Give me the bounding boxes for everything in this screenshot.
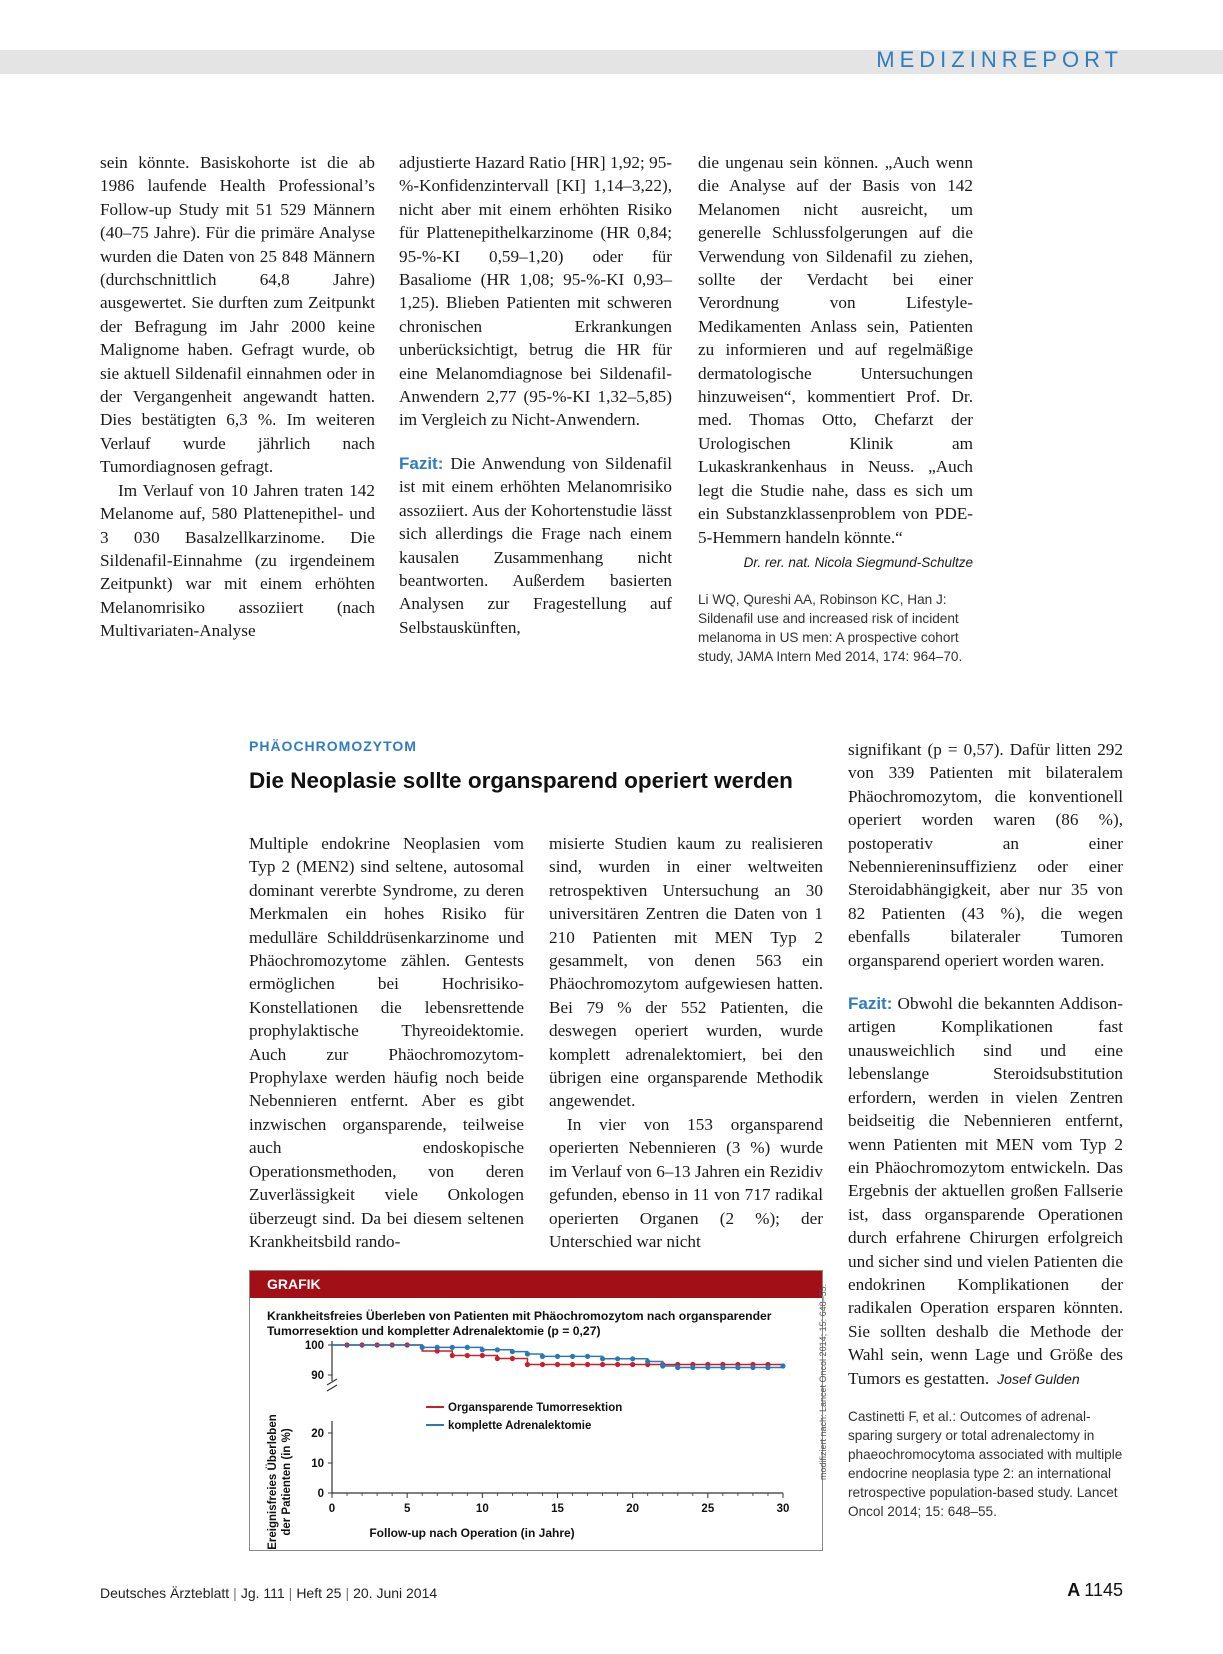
censor-marker bbox=[450, 1353, 455, 1358]
y-tick-label: 20 bbox=[311, 1428, 324, 1440]
censor-marker bbox=[465, 1345, 470, 1350]
censor-marker bbox=[555, 1354, 560, 1359]
article-title: Die Neoplasie sollte organsparend operiert werden bbox=[249, 768, 793, 793]
censor-marker bbox=[435, 1345, 440, 1350]
paragraph: In vier von 153 organsparend operierten Nebennieren (3 %) wurde im Verlauf von 6–13 Jahren ein Rezidiv gefunden, ebenso in 11 von 717 radikal operierten Organen (2 %); der Unterschied war nicht bbox=[549, 1114, 823, 1251]
top-article-column-3 bbox=[698, 151, 973, 666]
chart-series bbox=[332, 1342, 786, 1370]
censor-marker bbox=[540, 1354, 545, 1359]
censor-marker bbox=[705, 1365, 710, 1370]
survival-chart bbox=[250, 1271, 824, 1552]
x-tick-label: 30 bbox=[776, 1503, 790, 1515]
journal-name: Deutsches Ärzteblatt bbox=[100, 1585, 230, 1601]
grafik-box bbox=[249, 1270, 823, 1551]
censor-marker bbox=[615, 1362, 620, 1367]
censor-marker bbox=[585, 1362, 590, 1367]
censor-marker bbox=[690, 1365, 695, 1370]
axis-break-mark bbox=[327, 1385, 337, 1391]
y-tick-label: 10 bbox=[311, 1458, 324, 1470]
paragraph: Im Verlauf von 10 Jahren traten 142 Melanome auf, 580 Plattenepithel- und 3 030 Basalzellkarzinome. Die Sildenafil-Einnahme (zu irgendeinem Zeitpunkt) war mit einem erhöhten Melanomrisiko assoziiert (nach Multivariaten-Analyse bbox=[100, 480, 375, 641]
page-prefix: A bbox=[1067, 1580, 1081, 1600]
censor-marker bbox=[450, 1345, 455, 1350]
article-column-3 bbox=[848, 738, 1123, 1521]
fazit-text: Die Anwendung von Sildenafil ist mit einem erhöhten Melanomrisiko assoziiert. Aus der Kohortenstudie lässt sich allerdings die Frage nach einem kausalen Zusammenhang nicht beantworten. Außerdem basierten Analysen zur Fragestellung auf Selbstauskünften, bbox=[399, 453, 672, 637]
censor-marker bbox=[750, 1365, 755, 1370]
section-label: MEDIZINREPORT bbox=[876, 47, 1123, 72]
paragraph: adjustierte Hazard Ratio [HR] 1,92; 95-%-Konfidenzintervall [KI] 1,14–3,22), nicht aber mit einem erhöhten Risiko für Plattenepithelkarzinome (HR 0,84; 95-%-KI 0,59–1,20) oder für Basaliome (HR 1,08; 95-%-KI 0,93–1,25). Blieben Patienten mit schweren chronischen Erkrankungen unberücksichtigt, betrug die HR für eine Melanomdiagnose bei Sildenafil-Anwendern 2,77 (95-%-KI 1,32–5,85) im Vergleich zu Nicht-Anwendern. bbox=[399, 153, 673, 430]
censor-marker bbox=[525, 1351, 530, 1356]
reference: Castinetti F, et al.: Outcomes of adrenal-sparing surgery or total adrenalectomy in phaeochromocytoma associated with multiple endocrine neoplasia type 2: an international retrospective population-based study. Lancet Oncol 2014; 15: 648–55. bbox=[848, 1408, 1123, 1519]
censor-marker bbox=[645, 1359, 650, 1364]
top-article-column-1 bbox=[100, 151, 375, 643]
page-number bbox=[1067, 1580, 1123, 1601]
censor-marker bbox=[570, 1354, 575, 1359]
censor-marker bbox=[735, 1365, 740, 1370]
grafik-source: modifiziert nach: Lancet Oncol 2014; 15: 648–55. bbox=[818, 1283, 828, 1480]
x-tick-label: 0 bbox=[328, 1503, 336, 1515]
y-tick-label: 0 bbox=[317, 1488, 324, 1500]
fazit-paragraph bbox=[848, 992, 1123, 1391]
footer-citation: Deutsches Ärzteblatt | Jg. 111 | Heft 25 | 20. Juni 2014 bbox=[100, 1585, 438, 1601]
chart-legend bbox=[426, 1402, 622, 1432]
date: 20. Juni 2014 bbox=[353, 1585, 438, 1601]
top-article-column-2 bbox=[399, 151, 672, 639]
censor-marker bbox=[720, 1365, 725, 1370]
paragraph: sein könnte. Basiskohorte ist die ab 1986 laufende Health Professional’s Follow-up Study mit 51 529 Männern (40–75 Jahre). Für die primäre Analyse wurden die Daten von 25 848 Männern (durchschnittlich 64,8 Jahre) ausgewertet. Sie durften zum Zeitpunkt der Befragung im Jahr 2000 keine Malignome haben. Gefragt wurde, ob sie aktuell Sildenafil einnahmen oder in der Vergangenheit angewandt hatten. Dies bestätigten 6,3 %. Im weiteren Verlauf wurde jährlich nach Tumordiagnosen gefragt. bbox=[100, 153, 375, 477]
censor-marker bbox=[765, 1365, 770, 1370]
grafik-header: GRAFIK bbox=[250, 1271, 822, 1298]
paragraph: die ungenau sein können. „Auch wenn die Analyse auf der Basis von 142 Melanomen nicht ausreicht, um generelle Schlussfolgerungen auf die Verwendung von Sildenafil zu ziehen, sollte der Verdacht bei einer Verordnung von Lifestyle-Medikamenten Anlass sein, Patienten zu informieren und auf regelmäßige dermatologische Untersuchungen hinzuweisen“, kommentiert Prof. Dr. med. Thomas Otto, Chefarzt der Urologischen Klinik am Lukaskrankenhaus in Neuss. „Auch legt die Studie nahe, dass es sich um ein Substanzklassenproblem von PDE-5-Hemmern handeln könnte.“ bbox=[698, 153, 973, 547]
censor-marker bbox=[585, 1354, 590, 1359]
censor-marker bbox=[510, 1356, 515, 1361]
censor-marker bbox=[630, 1356, 635, 1361]
paragraph: Multiple endokrine Neoplasien vom Typ 2 (MEN2) sind seltene, autosomal dominant vererbte Syndrome, zu deren Merkmalen ein hohes Risiko für medulläre Schilddrüsenkarzinome und Phäochromozytome zählen. Gentests ermöglichen bei Hochrisiko-Konstellationen die lebensrettende prophylaktische Thyreoidektomie. Auch zur Phäochromozytom-Prophylaxe werden häufig noch beide Nebennieren entfernt. Aber es gibt inzwischen organsparende, teilweise auch endoskopische Operationsmethoden, von deren Zuverlässigkeit viele Onkologen überzeugt sind. Da bei diesem seltenen Krankheitsbild rando- bbox=[249, 834, 524, 1251]
censor-marker bbox=[600, 1356, 605, 1361]
censor-marker bbox=[570, 1362, 575, 1367]
page-number-value: 1145 bbox=[1084, 1580, 1123, 1600]
censor-marker bbox=[780, 1363, 785, 1368]
volume: Jg. 111 bbox=[240, 1585, 285, 1601]
censor-marker bbox=[660, 1363, 665, 1368]
censor-marker bbox=[480, 1347, 485, 1352]
censor-marker bbox=[555, 1362, 560, 1367]
reference: Li WQ, Qureshi AA, Robinson KC, Han J: Sildenafil use and increased risk of incident melanoma in US men: A prospective cohort study, JAMA Intern Med 2014, 174: 964–70. bbox=[698, 592, 963, 665]
censor-marker bbox=[420, 1345, 425, 1350]
censor-marker bbox=[615, 1356, 620, 1361]
censor-marker bbox=[495, 1356, 500, 1361]
x-axis-label: Follow-up nach Operation (in Jahre) bbox=[369, 1526, 575, 1540]
fazit-paragraph bbox=[399, 452, 672, 639]
fazit-text: Obwohl die bekannten Addison-artigen Komplikationen fast unausweichlich sind und eine lebenslange Steroidsubstitution erfordern, werden in vielen Zentren beidseitig die Nebennieren entfernt, wenn Patienten mit MEN vom Typ 2 ein Phäochromozytom entwickeln. Das Ergebnis der aktuellen großen Fallserie ist, dass organsparende Operationen durch erfahrene Chirurgen erfolgreich und sicher sind und vielen Patienten die endokrinen Komplikationen der radikalen Operation ersparen könnten. Sie sollten deshalb die Methode der Wahl sein, wenn Lage und Größe des Tumors es gestatten. bbox=[848, 994, 1123, 1388]
x-tick-label: 20 bbox=[626, 1503, 640, 1515]
y-tick-label: 90 bbox=[311, 1370, 324, 1382]
article-column-1 bbox=[249, 832, 524, 1253]
x-tick-label: 15 bbox=[551, 1503, 564, 1515]
censor-marker bbox=[675, 1365, 680, 1370]
fazit-label: Fazit: bbox=[399, 453, 444, 473]
censor-marker bbox=[510, 1349, 515, 1354]
article-kicker: PHÄOCHROMOZYTOM bbox=[249, 738, 417, 754]
x-tick-label: 5 bbox=[403, 1503, 411, 1515]
fazit-label: Fazit: bbox=[848, 994, 893, 1014]
censor-marker bbox=[630, 1362, 635, 1367]
author: Dr. rer. nat. Nicola Siegmund-Schultze bbox=[743, 554, 973, 570]
paragraph: misierte Studien kaum zu realisieren sind, wurden in einer weltweiten retrospektiven Untersuchung an 30 universitären Zentren die Daten von 1 210 Patienten mit MEN Typ 2 gesammelt, von denen 563 ein Phäochromozytom aufgewiesen hatten. Bei 79 % der 552 Patienten, die deswegen operiert wurden, wurde komplett adrenalektomiert, bei den übrigen eine organsparende Methodik angewendet. bbox=[549, 834, 823, 1111]
x-tick-label: 25 bbox=[701, 1503, 715, 1515]
issue: Heft 25 bbox=[296, 1585, 342, 1601]
censor-marker bbox=[525, 1362, 530, 1367]
grafik-title: Krankheitsfreies Überleben von Patienten mit Phäochromozytom nach organsparender Tumorresektion und kompletter Adrenalektomie (p = 0,27) bbox=[267, 1309, 772, 1338]
author: Josef Gulden bbox=[997, 1370, 1080, 1387]
paragraph: signifikant (p = 0,57). Dafür litten 292 von 339 Patienten mit bilateralem Phäochromozytom, die konventionell operiert worden waren (86 %), postoperativ an einer Nebenniereninsuffizienz oder einer Steroidabhängigkeit, aber nur 35 von 82 Patienten (43 %), die wegen ebenfalls bilateraler Tumoren organsparend operiert worden waren. bbox=[848, 740, 1123, 970]
censor-marker bbox=[495, 1347, 500, 1352]
censor-marker bbox=[540, 1362, 545, 1367]
censor-marker bbox=[600, 1362, 605, 1367]
legend-label: komplette Adrenalektomie bbox=[448, 1420, 592, 1432]
censor-marker bbox=[480, 1353, 485, 1358]
article-column-2 bbox=[549, 832, 823, 1253]
y-axis-label: Ereignisfreies Überleben der Patienten (in %) bbox=[267, 1414, 293, 1550]
y-tick-label: 100 bbox=[304, 1340, 324, 1352]
censor-marker bbox=[465, 1353, 470, 1358]
legend-label: Organsparende Tumorresektion bbox=[448, 1402, 623, 1414]
x-tick-label: 10 bbox=[475, 1503, 489, 1515]
